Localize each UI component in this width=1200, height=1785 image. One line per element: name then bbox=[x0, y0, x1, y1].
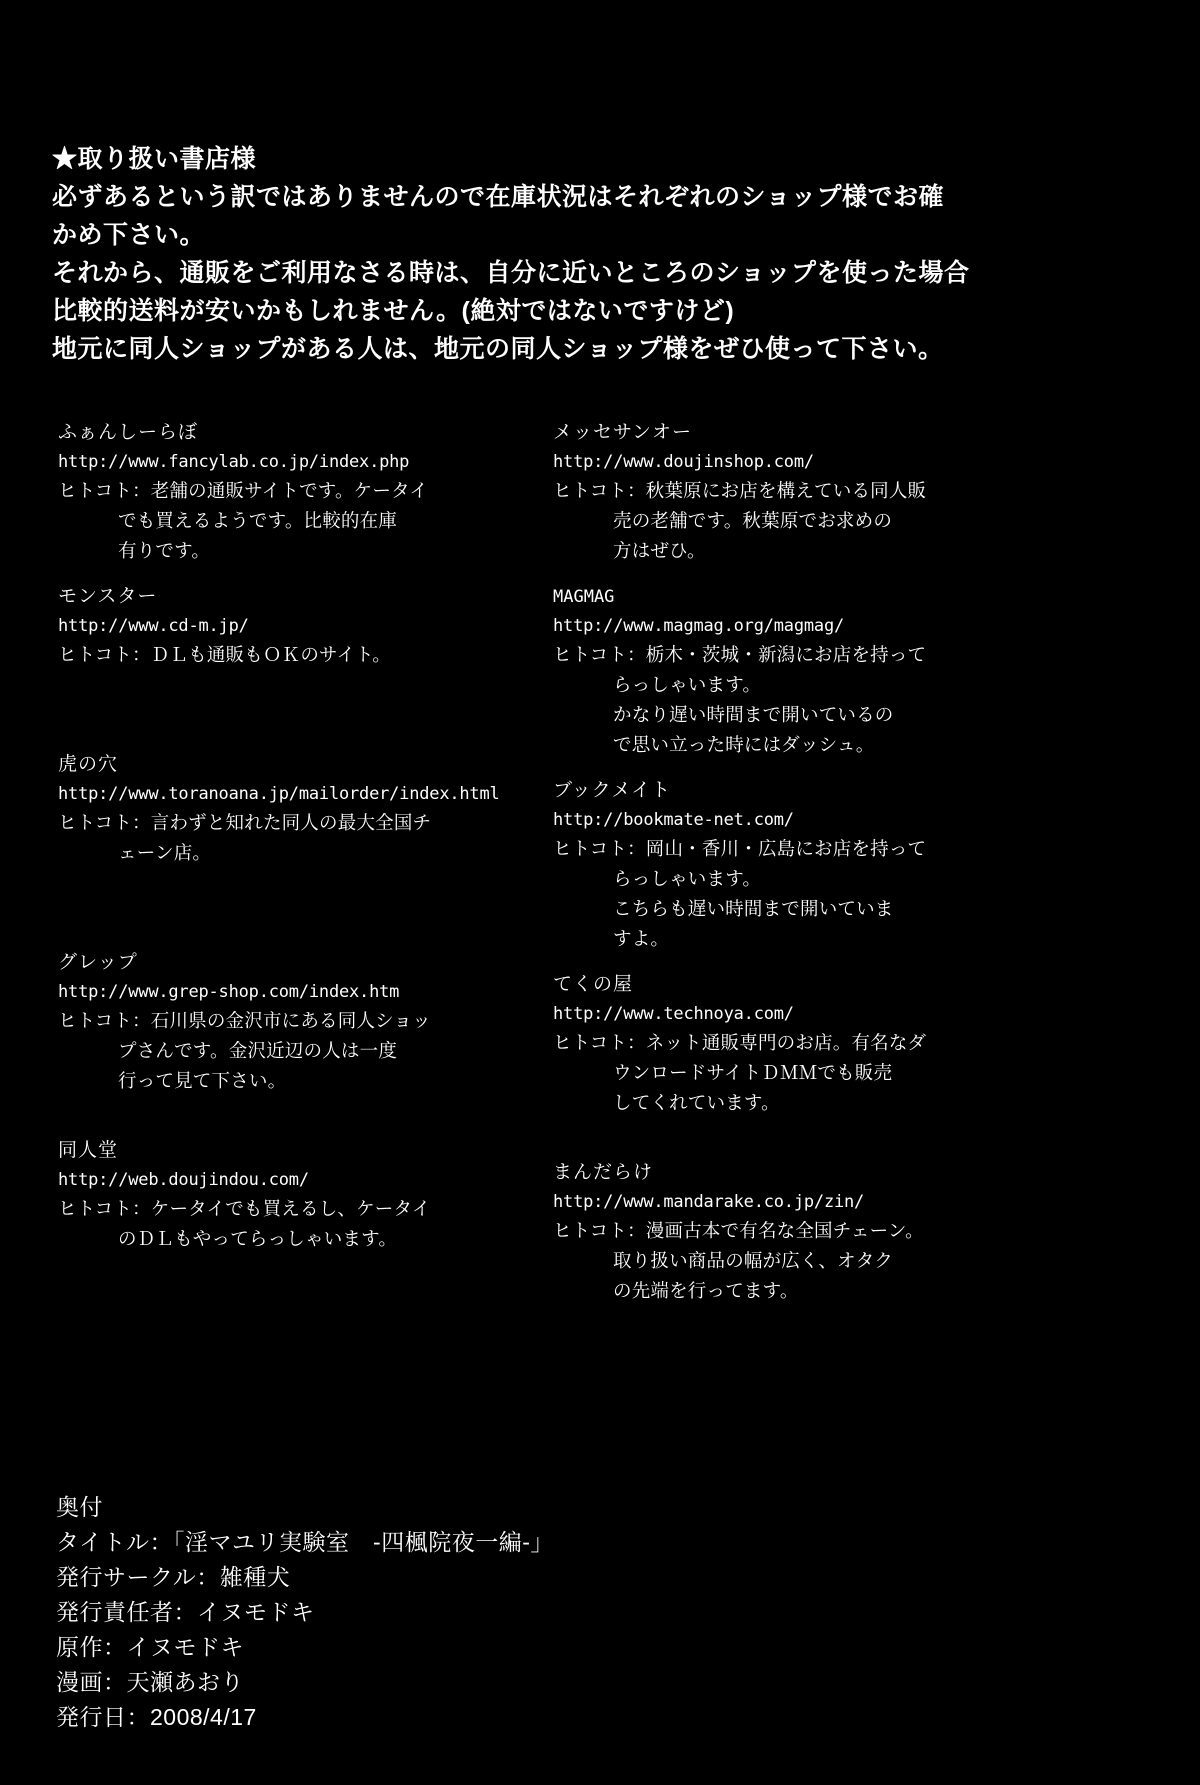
shop-note-line: ウンロードサイトＤＭＭでも販売 bbox=[613, 1062, 893, 1083]
shop-note bbox=[553, 476, 1073, 566]
header-line: かめ下さい。 bbox=[52, 221, 206, 249]
shop-name: モンスター bbox=[58, 586, 158, 607]
shop-note-line: こちらも遅い時間まで開いていま bbox=[613, 898, 894, 919]
header-line: 比較的送料が安いかもしれません。(絶対ではないですけど) bbox=[52, 297, 735, 325]
shop-note-line: 行って見て下さい。 bbox=[118, 1070, 287, 1091]
shop-url[interactable]: http://www.technoya.com/ bbox=[553, 1004, 794, 1024]
shop-url[interactable]: http://www.toranoana.jp/mailorder/index.html bbox=[58, 784, 500, 804]
shop-note-line: ヒトコト：ネット通販専門のお店。有名なダ bbox=[553, 1032, 927, 1053]
shop-note-line: 取り扱い商品の幅が広く、オタク bbox=[613, 1250, 894, 1271]
spacer bbox=[58, 716, 558, 750]
shop-entry bbox=[58, 418, 558, 566]
shop-note bbox=[553, 1216, 1073, 1306]
shop-note bbox=[553, 834, 1073, 954]
shop-notice-header bbox=[52, 140, 1112, 368]
shop-note bbox=[58, 808, 558, 868]
shop-note-line: プさんです。金沢近辺の人は一度 bbox=[118, 1040, 398, 1061]
spacer bbox=[553, 960, 1073, 970]
shop-note bbox=[553, 1028, 1073, 1118]
colophon-title: タイトル：「淫マユリ実験室 -四楓院夜一編-」 bbox=[56, 1529, 554, 1555]
shop-note bbox=[553, 640, 1073, 760]
spacer bbox=[553, 1124, 1073, 1158]
shop-url[interactable]: http://www.grep-shop.com/index.htm bbox=[58, 982, 400, 1002]
shop-name: ふぁんしーらぼ bbox=[58, 422, 199, 443]
shop-note-line: の先端を行ってます。 bbox=[613, 1280, 799, 1301]
shop-note bbox=[58, 1006, 558, 1096]
shop-url[interactable]: http://web.doujindou.com/ bbox=[58, 1170, 309, 1190]
colophon bbox=[56, 1490, 1056, 1735]
shop-note-line: ェーン店。 bbox=[118, 842, 212, 863]
shop-note bbox=[58, 640, 558, 670]
shop-note bbox=[58, 1194, 558, 1254]
spacer bbox=[58, 1102, 558, 1136]
shop-url[interactable]: http://www.fancylab.co.jp/index.php bbox=[58, 452, 410, 472]
shop-entry bbox=[553, 582, 1073, 760]
colophon-original-author: 原作：イヌモドキ bbox=[56, 1634, 244, 1660]
shop-url[interactable]: http://www.magmag.org/magmag/ bbox=[553, 616, 845, 636]
shop-list-right-column bbox=[553, 418, 1073, 1312]
header-line: 必ずあるという訳ではありませんので在庫状況はそれぞれのショップ様でお確 bbox=[52, 183, 945, 211]
header-line: それから、通販をご利用なさる時は、自分に近いところのショップを使った場合 bbox=[52, 259, 970, 287]
shop-note-line: らっしゃいます。 bbox=[613, 868, 762, 889]
shop-entry bbox=[58, 582, 558, 670]
shop-name: MAGMAG bbox=[553, 587, 615, 607]
shop-note-line: でも買えるようです。比較的在庫 bbox=[118, 510, 398, 531]
shop-note-line: ヒトコト：岡山・香川・広島にお店を持って bbox=[553, 838, 927, 859]
spacer bbox=[58, 874, 558, 914]
colophon-artist: 漫画：天瀬あおり bbox=[56, 1669, 244, 1695]
shop-entry bbox=[58, 948, 558, 1096]
shop-note-line: 売の老舗です。秋葉原でお求めの bbox=[613, 510, 893, 531]
shop-note-line: してくれています。 bbox=[613, 1092, 780, 1113]
shop-note-line: のＤＬもやってらっしゃいます。 bbox=[118, 1228, 398, 1249]
shop-note-line: ヒトコト：漫画古本で有名な全国チェーン。 bbox=[553, 1220, 924, 1241]
shop-note-line: ヒトコト：秋葉原にお店を構えている同人販 bbox=[553, 480, 927, 501]
shop-url[interactable]: http://www.doujinshop.com/ bbox=[553, 452, 814, 472]
shop-note-line: ヒトコト：ケータイでも買えるし、ケータイ bbox=[58, 1198, 431, 1219]
spacer bbox=[58, 676, 558, 716]
shop-name: 虎の穴 bbox=[58, 754, 119, 775]
shop-note-line: 方はぜひ。 bbox=[613, 540, 706, 561]
shop-note-line: で思い立った時にはダッシュ。 bbox=[613, 734, 875, 755]
colophon-publisher: 発行責任者：イヌモドキ bbox=[56, 1599, 315, 1625]
shop-entry bbox=[58, 750, 558, 868]
shop-name: 同人堂 bbox=[58, 1140, 119, 1161]
colophon-heading: 奥付 bbox=[56, 1494, 103, 1520]
shop-note-line: ヒトコト：栃木・茨城・新潟にお店を持って bbox=[553, 644, 927, 665]
shop-url[interactable]: http://www.mandarake.co.jp/zin/ bbox=[553, 1192, 865, 1212]
shop-name: グレップ bbox=[58, 952, 138, 973]
spacer bbox=[58, 914, 558, 948]
header-line: 地元に同人ショップがある人は、地元の同人ショップ様をぜひ使って下さい。 bbox=[52, 335, 944, 363]
colophon-circle: 発行サークル：雑種犬 bbox=[56, 1564, 291, 1590]
spacer bbox=[58, 572, 558, 582]
shop-note bbox=[58, 476, 558, 566]
spacer bbox=[553, 766, 1073, 776]
shop-entry bbox=[553, 418, 1073, 566]
shop-note-line: かなり遅い時間まで開いているの bbox=[613, 704, 894, 725]
spacer bbox=[553, 572, 1073, 582]
shop-note-line: 有りです。 bbox=[118, 540, 211, 561]
shop-note-line: すよ。 bbox=[613, 928, 670, 949]
shop-entry bbox=[553, 776, 1073, 954]
shop-note-line: ヒトコト：老舗の通販サイトです。ケータイ bbox=[58, 480, 429, 501]
shop-name: ブックメイト bbox=[553, 780, 672, 801]
shop-entry bbox=[58, 1136, 558, 1254]
colophon-date: 発行日：2008/4/17 bbox=[56, 1704, 257, 1730]
shop-name: てくの屋 bbox=[553, 974, 634, 995]
shop-name: メッセサンオー bbox=[553, 422, 693, 443]
shop-note-line: ヒトコト：言わずと知れた同人の最大全国チ bbox=[58, 812, 432, 833]
shop-note-line: らっしゃいます。 bbox=[613, 674, 762, 695]
shop-entry bbox=[553, 970, 1073, 1118]
shop-name: まんだらけ bbox=[553, 1162, 654, 1183]
shop-url[interactable]: http://www.cd-m.jp/ bbox=[58, 616, 249, 636]
header-line: ★取り扱い書店様 bbox=[52, 145, 257, 173]
shop-list-left-column bbox=[58, 418, 558, 1260]
shop-entry bbox=[553, 1158, 1073, 1306]
shop-note-line: ヒトコト：ＤＬも通販もＯＫのサイト。 bbox=[58, 644, 391, 665]
shop-url[interactable]: http://bookmate-net.com/ bbox=[553, 810, 794, 830]
shop-note-line: ヒトコト：石川県の金沢市にある同人ショッ bbox=[58, 1010, 431, 1031]
